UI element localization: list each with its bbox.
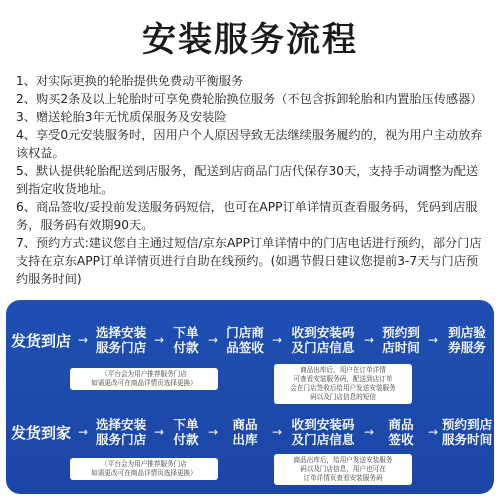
flow-row bbox=[6, 320, 494, 360]
flow-step: 收到安装码 及门店信息 bbox=[291, 417, 355, 447]
arrow-right-icon: → bbox=[427, 333, 439, 347]
flow-start-label: 发货到家 bbox=[10, 423, 71, 442]
arrow-right-icon: → bbox=[271, 425, 283, 439]
arrow-right-icon: → bbox=[77, 425, 89, 439]
flow-step: 下单 付款 bbox=[173, 325, 199, 355]
flow-step: 选择安装 服务门店 bbox=[95, 325, 147, 355]
arrow-right-icon: → bbox=[363, 333, 375, 347]
flow-note: （平台会为用户推荐服务门店 如需更改可在商品详情页选择更换） bbox=[70, 458, 218, 480]
flow-step: 预约到 店时间 bbox=[382, 325, 420, 355]
rule-item: 7、预约方式:建议您自主通过短信/京东APP订单详情中的门店电话进行预约，部分门店支持在京东APP订单详情页进行自助在线预约。(如遇节假日建议您提前3-7天与门店预约服务时间) bbox=[16, 236, 482, 286]
flow-note: 商品出库后，用户在订单详情 可查看安装服务码，配送到店订单 会在门店签收后给用户发送安装服务 码以及门店信息的短信 bbox=[274, 364, 412, 404]
flow-step: 下单 付款 bbox=[173, 417, 199, 447]
flow-ship-to-home bbox=[6, 398, 494, 490]
rule-item: 4、享受0元安装服务时，因用户个人原因导致无法继续服务履约的，视为用户主动放弃该权益。 bbox=[16, 128, 483, 160]
arrow-right-icon: → bbox=[207, 333, 219, 347]
flow-step: 商品 出库 bbox=[232, 417, 258, 447]
arrow-right-icon: → bbox=[271, 333, 283, 347]
flow-step: 门店商 品签收 bbox=[226, 325, 264, 355]
flow-note: 商品出库后，给用户发送安装服务 码以及门店信息，用户也可在 订单详情页查看安装服务码 bbox=[274, 454, 412, 485]
arrow-right-icon: → bbox=[77, 333, 89, 347]
service-rules-list bbox=[16, 72, 486, 288]
flow-step: 到店验 券服务 bbox=[448, 325, 486, 355]
flow-step: 选择安装 服务门店 bbox=[95, 417, 147, 447]
arrow-right-icon: → bbox=[153, 425, 165, 439]
rule-item: 6、商品签收/妥投前发送服务码短信，也可在APP订单详情页查看服务码，凭码到店服务，服务码有效期90天。 bbox=[16, 200, 478, 232]
arrow-right-icon: → bbox=[207, 425, 219, 439]
arrow-right-icon: → bbox=[427, 425, 439, 439]
rule-item: 5、默认提供轮胎配送到店服务，配送到店商品门店代保存30天，支持手动调整为配送到指定收货地址。 bbox=[16, 164, 479, 196]
rule-item: 2、购买2条及以上轮胎时可享免费轮胎换位服务（不包含拆卸轮胎和内置胎压传感器） bbox=[16, 92, 483, 106]
flow-note: （平台会为用户推荐服务门店 如需更改可在商品详情页选择更换） bbox=[70, 368, 218, 390]
arrow-right-icon: → bbox=[153, 333, 165, 347]
flow-row bbox=[6, 412, 494, 452]
rule-item: 1、对实际更换的轮胎提供免费动平衡服务 bbox=[16, 74, 244, 88]
flow-start-label: 发货到店 bbox=[10, 331, 71, 350]
flow-panel bbox=[6, 300, 494, 494]
page-title: 安装服务流程 bbox=[142, 20, 358, 60]
flow-step: 预约到店 服务时间 bbox=[441, 417, 493, 447]
flow-step: 收到安装码 及门店信息 bbox=[291, 325, 355, 355]
flow-step: 商品 签收 bbox=[388, 417, 414, 447]
arrow-right-icon: → bbox=[363, 425, 375, 439]
flow-ship-to-store bbox=[6, 306, 494, 401]
rule-item: 3、赠送轮胎3年无忧质保服务及安装险 bbox=[16, 110, 227, 124]
